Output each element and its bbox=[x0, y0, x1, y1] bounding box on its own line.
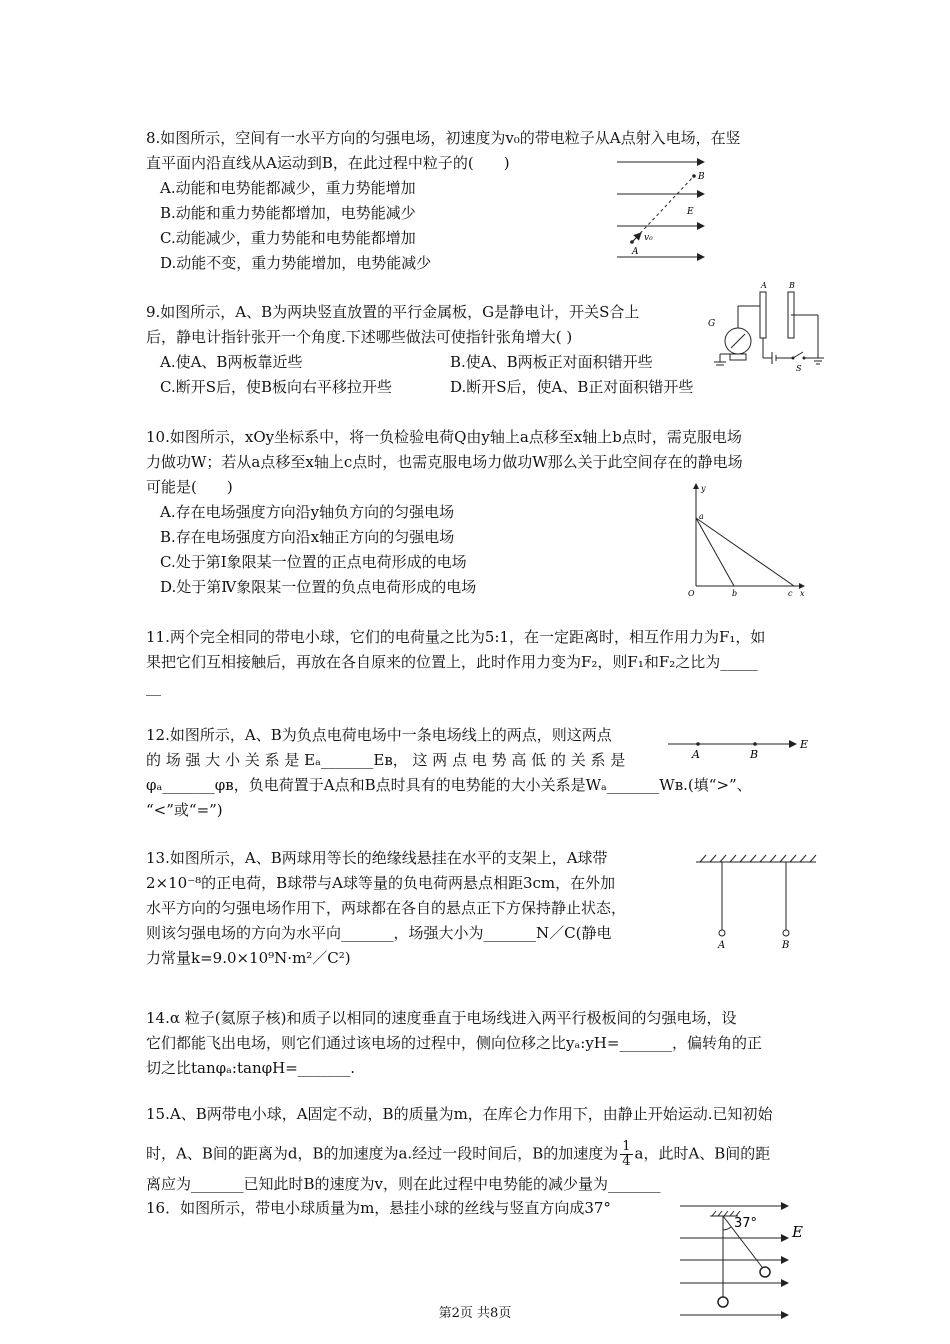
q10-figure bbox=[684, 478, 809, 600]
q8-label-e: E bbox=[687, 207, 694, 217]
q9-label-a: A bbox=[761, 281, 767, 290]
q14-line3: 切之比tanφₐ:tanφH=_______. bbox=[146, 1059, 356, 1077]
q15-fraction bbox=[620, 1140, 632, 1169]
q8-line2: 直平面内沿直线从A运动到B，在此过程中粒子的( ) bbox=[146, 154, 510, 172]
q13-figure bbox=[694, 852, 819, 952]
q13-label-a: A bbox=[718, 940, 726, 951]
q9-label-g: G bbox=[708, 319, 716, 329]
q8-label-b: B bbox=[698, 172, 705, 182]
q9-option-d: D.断开S后，使A、B正对面积错开些 bbox=[450, 378, 694, 396]
q10-line1: 10.如图所示，xOy坐标系中，将一负检验电荷Q由y轴上a点移至x轴上b点时，需克服电场 bbox=[146, 428, 742, 446]
q15-line2-part2: a，此时A、B间的距 bbox=[634, 1144, 771, 1163]
q10-line3: 可能是( ) bbox=[146, 478, 233, 496]
q13-line1: 13.如图所示，A、B两球用等长的绝缘线悬挂在水平的支架上，A球带 bbox=[146, 849, 608, 867]
q9-label-s: S bbox=[796, 364, 802, 373]
q16-label-e: E bbox=[792, 1223, 803, 1241]
q15-fraction-denominator: 4 bbox=[622, 1154, 631, 1169]
q9-option-b: B.使A、B两板正对面积错开些 bbox=[450, 353, 653, 371]
q15-line2-part1: 时，A、B间的距离为d，B的加速度为a.经过一段时间后，B的加速度为 bbox=[146, 1144, 619, 1163]
q11-line3: __ bbox=[146, 678, 161, 696]
q12-label-b: B bbox=[750, 748, 759, 760]
q12-line2: 的 场 强 大 小 关 系 是 Eₐ_______Eʙ， 这 两 点 电 势 高 低 的 关 系 是 bbox=[146, 751, 626, 769]
q16-line1: 16．如图所示，带电小球质量为m，悬挂小球的丝线与竖直方向成37° bbox=[146, 1199, 611, 1217]
q13-line2: 2×10⁻⁸的正电荷，B球带与A球等量的负电荷两悬点相距3cm，在外加 bbox=[146, 874, 616, 892]
q14-line2: 它们都能飞出电场，则它们通过该电场的过程中，侧向位移之比yₐ:yH=_______，偏转角的正 bbox=[146, 1034, 762, 1052]
q8-option-d: D.动能不变，重力势能增加，电势能减少 bbox=[160, 254, 432, 272]
page-footer: 第2页 共8页 bbox=[438, 1306, 512, 1321]
q10-label-x: x bbox=[800, 589, 805, 598]
q12-line3: φₐ_______φʙ，负电荷置于A点和B点时具有的电势能的大小关系是Wₐ_______Wʙ.(填“>”、 bbox=[146, 776, 752, 794]
q10-label-y: y bbox=[701, 484, 706, 493]
q8-option-b: B.动能和重力势能都增加，电势能减少 bbox=[160, 204, 416, 222]
q12-label-e: E bbox=[800, 738, 809, 751]
q13-label-b: B bbox=[782, 940, 790, 951]
q10-label-o: O bbox=[688, 589, 695, 598]
q12-line1: 12.如图所示，A、B为负点电荷电场中一条电场线上的两点，则这两点 bbox=[146, 726, 612, 744]
q15-line2 bbox=[146, 1140, 770, 1169]
q8-line1: 8.如图所示，空间有一水平方向的匀强电场，初速度为v₀的带电粒子从A点射入电场，在竖 bbox=[146, 129, 741, 147]
q10-option-d: D.处于第Ⅳ象限某一位置的负点电荷形成的电场 bbox=[160, 578, 477, 596]
q9-line1: 9.如图所示，A、B为两块竖直放置的平行金属板，G是静电计，开关S合上 bbox=[146, 303, 640, 321]
q8-label-v0: v₀ bbox=[644, 233, 653, 243]
q10-line2: 力做功W；若从a点移至x轴上c点时，也需克服电场力做功W那么关于此空间存在的静电场 bbox=[146, 453, 743, 471]
q11-line2: 果把它们互相接触后，再放在各自原来的位置上，此时作用力变为F₂，则F₁和F₂之比为_____ bbox=[146, 653, 758, 671]
q15-line3: 离应为_______已知此时B的速度为v，则在此过程中电势能的减少量为_______ bbox=[146, 1175, 661, 1193]
q8-option-a: A.动能和电势能都减少，重力势能增加 bbox=[160, 179, 416, 197]
q12-figure bbox=[664, 728, 814, 760]
q13-line3: 水平方向的匀强电场作用下，两球都在各自的悬点正下方保持静止状态， bbox=[146, 899, 627, 917]
q13-line4: 则该匀强电场的方向为水平向_______，场强大小为_______N／C(静电 bbox=[146, 924, 612, 942]
q10-label-c: c bbox=[788, 589, 793, 598]
q10-option-b: B.存在电场强度方向沿x轴正方向的匀强电场 bbox=[160, 528, 455, 546]
q10-label-a: a bbox=[699, 512, 704, 521]
q9-option-a: A.使A、B两板靠近些 bbox=[160, 353, 303, 371]
q8-label-a: A bbox=[632, 247, 639, 257]
q12-line4: “<”或“=”) bbox=[146, 801, 223, 819]
q16-label-angle: 37° bbox=[734, 1216, 758, 1231]
q13-line5: 力常量k=9.0×10⁹N·m²／C²) bbox=[146, 949, 351, 967]
q10-label-b: b bbox=[732, 589, 738, 598]
q11-line1: 11.两个完全相同的带电小球，它们的电荷量之比为5:1，在一定距离时，相互作用力为F₁，如 bbox=[146, 628, 766, 646]
q14-line1: 14.α 粒子(氦原子核)和质子以相同的速度垂直于电场线进入两平行极板间的匀强电场，设 bbox=[146, 1009, 737, 1027]
q10-option-c: C.处于第Ⅰ象限某一位置的正点电荷形成的电场 bbox=[160, 553, 467, 571]
q9-line2: 后，静电计指针张开一个角度.下述哪些做法可使指针张角增大( ) bbox=[146, 328, 573, 346]
q8-option-c: C.动能减少，重力势能和电势能都增加 bbox=[160, 229, 416, 247]
q9-figure bbox=[700, 278, 825, 378]
q9-option-c: C.断开S后，使B板向右平移拉开些 bbox=[160, 378, 393, 396]
q15-fraction-numerator: 1 bbox=[622, 1139, 631, 1154]
q15-line1: 15.A、B两带电小球，A固定不动，B的质量为m，在库仑力作用下，由静止开始运动.已知初始 bbox=[146, 1105, 773, 1123]
q8-figure bbox=[612, 154, 712, 268]
q10-option-a: A.存在电场强度方向沿y轴负方向的匀强电场 bbox=[160, 503, 455, 521]
q12-label-a: A bbox=[692, 748, 700, 760]
q9-label-b: B bbox=[789, 281, 795, 290]
